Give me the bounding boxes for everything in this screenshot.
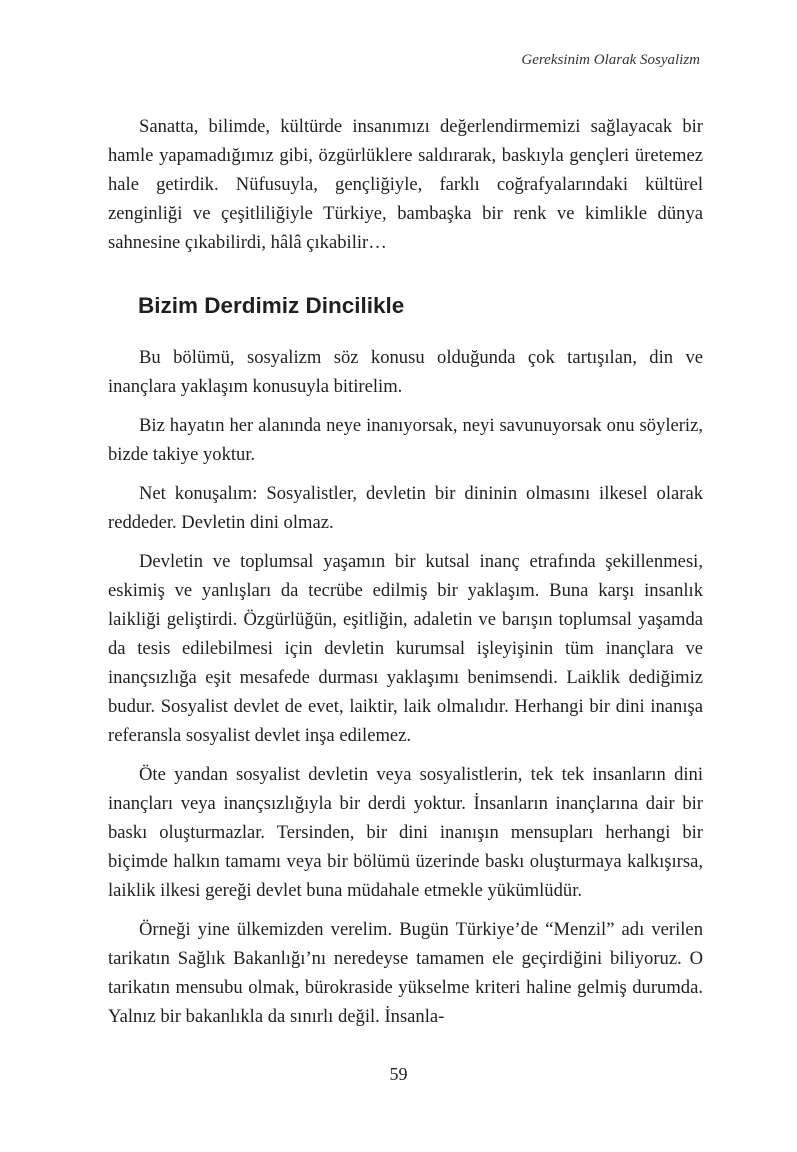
page-number: 59 (389, 1064, 408, 1084)
running-header-title: Gereksinim Olarak Sosyalizm (521, 52, 700, 68)
section-heading: Bizim Derdimiz Dincilikle (138, 293, 405, 318)
page-body (108, 112, 703, 1031)
intro-paragraph: Sanatta, bilimde, kültürde insanımızı değerlendirmemizi sağlayacak bir hamle yapamadığımız gibi, özgürlüklere saldırarak, baskıyla gençleri üretemez hale getirdik. Nüfusuyla, gençliğiyle, farklı coğrafyalarındaki kültürel zenginliği ve çeşitliliğiyle Türkiye, bambaşka bir renk ve kimlikle dünya sahnesine çıkabilirdi, hâlâ çıkabilir… (108, 116, 703, 253)
body-paragraph: Öte yandan sosyalist devletin veya sosyalistlerin, tek tek insanların dini inançları veya inançsızlığıyla bir derdi yoktur. İnsanların inançlarına dair bir baskı oluşturmazlar. Tersinden, bir dini inanışın mensupları herhangi bir biçimde halkın tamamı veya bir bölümü üzerinde baskı oluşturmaya kalkışırsa, laiklik ilkesi gereği devlet buna müdahale etmekle yükümlüdür. (108, 764, 703, 901)
body-paragraph: Biz hayatın her alanında neye inanıyorsak, neyi savunuyorsak onu söyleriz, bizde takiye yoktur. (108, 415, 703, 465)
body-paragraph: Örneği yine ülkemizden verelim. Bugün Türkiye’de “Menzil” adı verilen tarikatın Sağlık Bakanlığı’nı neredeyse tamamen ele geçirdiğini biliyoruz. O tarikatın mensubu olmak, bürokraside yükselme kriteri haline gelmiş durumda. Yalnız bir bakanlıkla da sınırlı değil. İnsanla- (108, 919, 703, 1027)
body-paragraph: Net konuşalım: Sosyalistler, devletin bir dininin olmasını ilkesel olarak reddeder. Devletin dini olmaz. (108, 483, 703, 533)
body-paragraph: Bu bölümü, sosyalizm söz konusu olduğunda çok tartışılan, din ve inançlara yaklaşım konusuyla bitirelim. (108, 347, 703, 397)
body-paragraph: Devletin ve toplumsal yaşamın bir kutsal inanç etrafında şekillenmesi, eskimiş ve yanlışları da tecrübe edilmiş bir yaklaşım. Buna karşı insanlık laikliği geliştirdi. Özgürlüğün, eşitliğin, adaletin ve barışın toplumsal yaşamda da tesis edilebilmesi için devletin kurumsal işleyişinin tüm inançlara ve inançsızlığa eşit mesafede durması yaklaşımı benimsendi. Laiklik dediğimiz budur. Sosyalist devlet de evet, laiktir, laik olmalıdır. Herhangi bir dini inanışa referansla sosyalist devlet inşa edilemez. (108, 551, 703, 746)
